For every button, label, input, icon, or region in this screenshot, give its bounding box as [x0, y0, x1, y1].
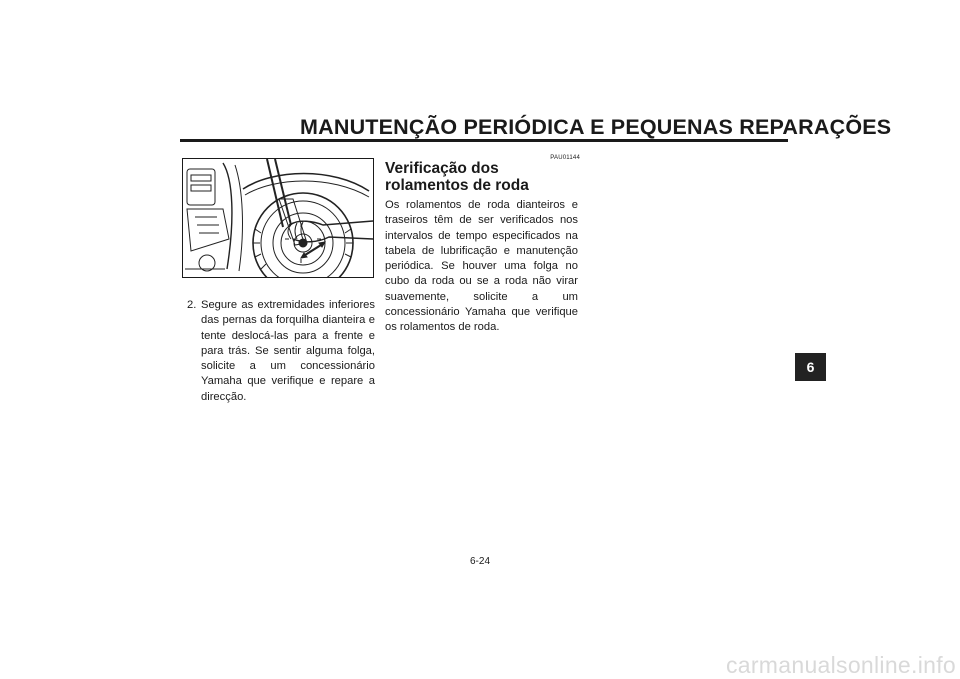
- watermark: carmanualsonline.info: [725, 652, 956, 678]
- page-header-title: MANUTENÇÃO PERIÓDICA E PEQUENAS REPARAÇÕES: [300, 115, 892, 139]
- section-title: Verificação dos rolamentos de roda: [385, 160, 529, 194]
- step-instruction: [187, 298, 375, 405]
- chapter-tab: [795, 353, 826, 381]
- step-text: Segure as extremidades inferiores das pernas da forquilha dianteira e tente deslocá-las para a frente e para trás. Se sentir alguma folga, solicite a um concessionário Yamaha que verifique e repare a direcção.: [201, 299, 375, 403]
- header-rule: [180, 139, 788, 142]
- reference-code: PAU01144: [550, 155, 580, 161]
- chapter-tab-label: 6: [806, 359, 815, 375]
- front-wheel-fork-illustration: [182, 158, 374, 278]
- page-number: 6-24: [469, 556, 490, 567]
- section-body: Os rolamentos de roda dianteiros e traseiros têm de ser verificados nos intervalos de tempo especificados na tabela de lubrificação e manutenção periódica. Se houver uma folga no cubo da roda ou se a roda não virar suavemente, solicite a um concessionário Yamaha que verifique os rolamentos de roda.: [385, 199, 578, 334]
- step-number: 2.: [187, 299, 197, 311]
